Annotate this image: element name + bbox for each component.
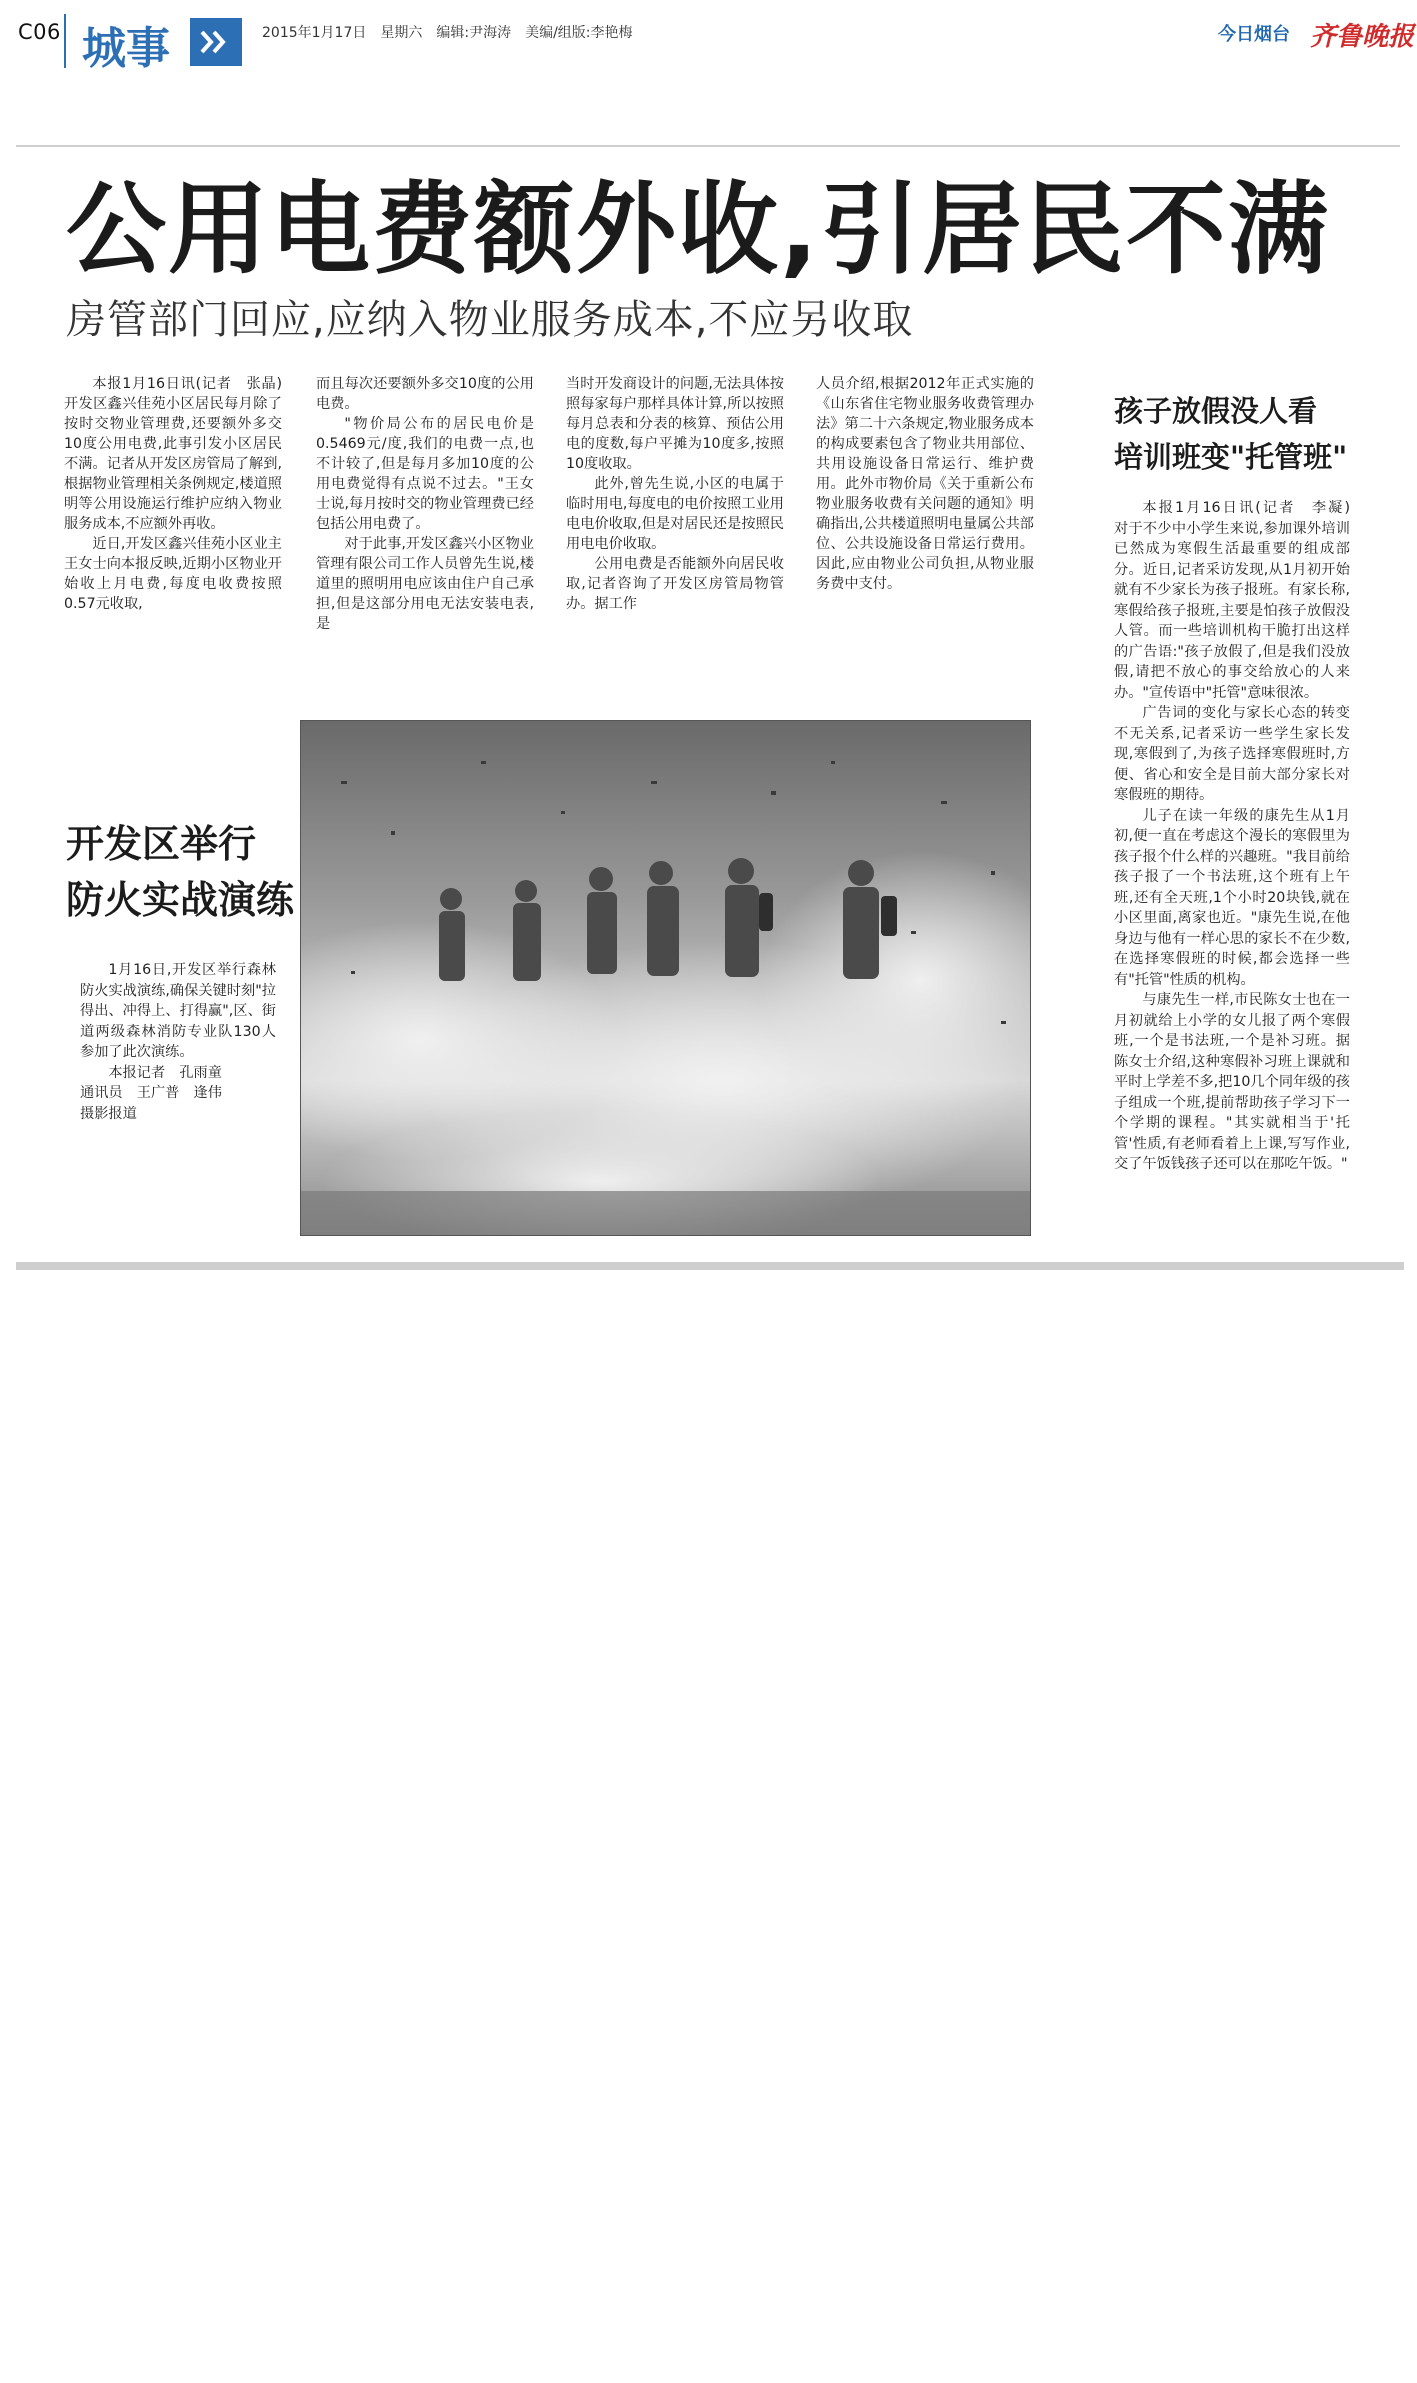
photo-credit: 本报记者 孔雨童 (108, 1064, 222, 1081)
header-rule (16, 145, 1400, 147)
photo-credit: 通讯员 王广普 逢伟 (80, 1085, 222, 1101)
double-chevron-icon (190, 18, 242, 66)
newspaper-logo: 齐鲁晚报 (1310, 22, 1415, 52)
side-paragraph: 与康先生一样,市民陈女士也在一月初就给上小学的女儿报了两个寒假班,一个是书法班,一个是补习班。据陈女士介绍,这种寒假补习班上课就和平时上学差不多,把10几个同年级的孩子组成一个班,提前帮助孩子学习下一个学期的课程。"其实就相当于'托管'性质,有老师看着上上课,写写作业,交了午饭钱孩子还可以在那吃午饭。" (1114, 992, 1350, 1172)
photo-story-title (66, 816, 294, 928)
article-column-4 (816, 374, 1034, 594)
article-column-3 (566, 374, 784, 614)
main-subheadline: 房管部门回应,应纳入物业服务成本,不应另收取 (66, 297, 914, 343)
issue-info: 2015年1月17日 星期六 编辑:尹海涛 美编/组版:李艳梅 (262, 25, 633, 41)
article-paragraph: 而且每次还要额外多交10度的公用电费。 (316, 376, 534, 412)
fire-drill-photo (300, 720, 1031, 1236)
article-column-1 (64, 374, 297, 614)
photo-title-line: 防火实战演练 (66, 878, 295, 922)
caption-text: 1月16日,开发区举行森林防火实战演练,确保关键时刻"拉得出、冲得上、打得赢",区、街道两级森林消防专业队130人参加了此次演练。 (80, 962, 276, 1060)
main-headline: 公用电费额外收,引居民不满 (66, 171, 1330, 288)
header-divider (64, 14, 66, 68)
article-paragraph: 对于此事,开发区鑫兴小区物业管理有限公司工作人员曾先生说,楼道里的照明用电应该由住户自己承担,但是这部分用电无法安装电表,是 (316, 536, 534, 632)
bottom-rule (16, 1262, 1404, 1270)
side-paragraph: 本报1月16日讯(记者 李凝) 对于不少中小学生来说,参加课外培训已然成为寒假生活最重要的组成部分。近日,记者采访发现,从1月初开始就有不少家长为孩子报班。有家长称,寒假给孩子报班,主要是怕孩子放假没人管。而一些培训机构干脆打出这样的广告语:"孩子放假了,但是我们没放假,请把不放心的事交给放心的人来办。"宣传语中"托管"意味很浓。 (1114, 500, 1365, 701)
article-paragraph: 近日,开发区鑫兴佳苑小区业主王女士向本报反映,近期小区物业开始收上月电费,每度电收费按照0.57元收取, (64, 536, 282, 612)
article-paragraph: 当时开发商设计的问题,无法具体按照每家每户那样具体计算,所以按照每月总表和分表的核算、预估公用电的度数,每户平摊为10度多,按照10度收取。 (566, 376, 784, 472)
page-number: C06 (18, 20, 61, 44)
photo-credit: 摄影报道 (80, 1105, 137, 1122)
section-name: 城事 (82, 23, 170, 74)
side-title-line: 孩子放假没人看 (1114, 394, 1318, 428)
side-story-title (1114, 388, 1347, 480)
article-paragraph: 此外,曾先生说,小区的电属于临时用电,每度电的电价按照工业用电电价收取,但是对居民还是按照民用电电价收取。 (566, 476, 784, 552)
article-column-2 (316, 374, 534, 634)
side-story-body (1114, 498, 1365, 1175)
side-title-line: 培训班变"托管班" (1114, 440, 1348, 474)
side-paragraph: 广告词的变化与家长心态的转变不无关系,记者采访一些学生家长发现,寒假到了,为孩子选择寒假班时,方便、省心和安全是目前大部分家长对寒假班的期待。 (1114, 705, 1350, 803)
article-paragraph: 人员介绍,根据2012年正式实施的《山东省住宅物业服务收费管理办法》第二十六条规定,物业服务成本的构成要素包含了物业共用部位、共用设施设备日常运行、维护费用。此外市物价局《关于重新公布物业服务收费有关问题的通知》明确指出,公共楼道照明电量属公共部位、公共设施设备日常运行费用。因此,应由物业公司负担,从物业服务费中支付。 (816, 376, 1034, 592)
photo-caption (80, 960, 276, 1124)
edition-label: 今日烟台 (1218, 24, 1290, 45)
photo-title-line: 开发区举行 (66, 822, 257, 866)
side-paragraph: 儿子在读一年级的康先生从1月初,便一直在考虑这个漫长的寒假里为孩子报个什么样的兴趣班。"我目前给孩子报了一个书法班,这个班有上午班,还有全天班,1个小时20块钱,就在小区里面,离家也近。"康先生说,在他身边与他有一样心思的家长不在少数,在选择寒假班的时候,都会选择一些有"托管"性质的机构。 (1114, 807, 1350, 988)
article-paragraph: 本报1月16日讯(记者 张晶) 开发区鑫兴佳苑小区居民每月除了按时交物业管理费,还要额外多交10度公用电费,此事引发小区居民不满。记者从开发区房管局了解到,根据物业管理相关条例规定,楼道照明等公用设施运行维护应纳入物业服务成本,不应额外再收。 (64, 376, 297, 532)
article-paragraph: "物价局公布的居民电价是0.5469元/度,我们的电费一点,也不计较了,但是每月多加10度的公用电费觉得有点说不过去。"王女士说,每月按时交的物业管理费已经包括公用电费了。 (316, 416, 534, 532)
article-paragraph: 公用电费是否能额外向居民收取,记者咨询了开发区房管局物管办。据工作 (566, 556, 784, 612)
